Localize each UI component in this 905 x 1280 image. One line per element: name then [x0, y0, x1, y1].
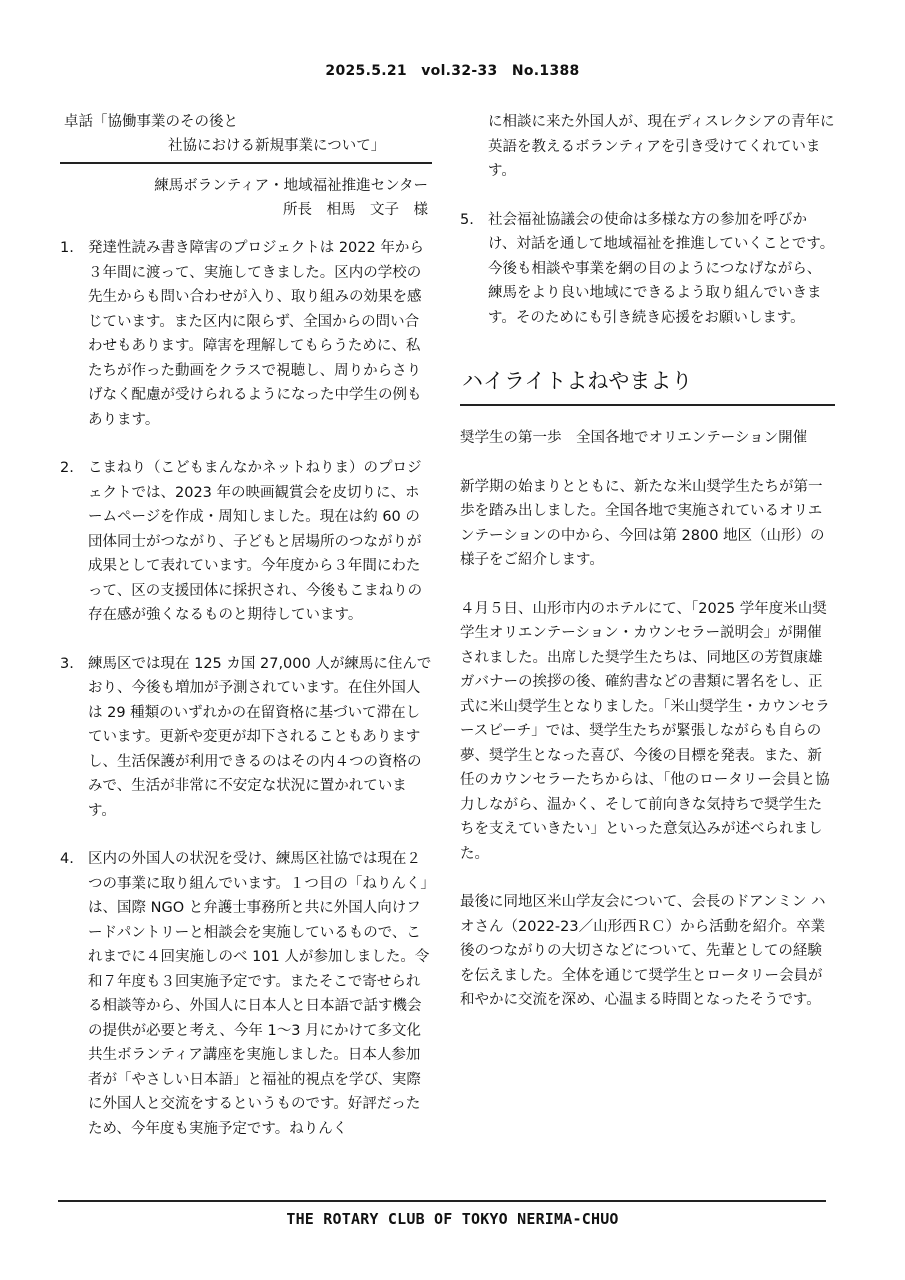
right-column [460, 110, 835, 1037]
title-divider [60, 162, 432, 164]
list-item-4 [60, 847, 432, 1141]
highlight-paragraph: ４月５日、山形市内のホテルにて、「2025 学年度米山奨学生オリエンテーション・カウンセラー説明会」が開催されました。出席した奨学生たちは、同地区の芳賀康雄ガバナーの挨拶の後、確約書などの書類に署名をし、正式に米山奨学生となりました。「米山奨学生・カウンセラースピーチ」では、奨学生たちが緊張しながらも自らの夢、奨学生となった喜び、今後の目標を発表。また、新任のカウンセラーたちからは、「他のロータリー会員と協力しながら、温かく、そして前向きな気持ちで奨学生たちを支えていきたい」といった意気込みが述べられました。 [460, 600, 830, 862]
item-text: 練馬区では現在 125 カ国 27,000 人が練馬に住んでおり、今後も増加が予測されています。在住外国人は 29 種類のいずれかの在留資格に基づいて滞在しています。更新や変更が却下されることもありますし、生活保護が利用できるのはその内４つの資格のみで、生活が非常に不安定な状況に置かれています。 [88, 655, 432, 819]
item-text: に相談に来た外国人が、現在ディスレクシアの青年に英語を教えるボランティアを引き受けてくれています。 [488, 114, 835, 179]
list-item-2 [60, 456, 432, 628]
list-item-3 [60, 652, 432, 824]
article-title-line2: 社協における新規事業について」 [168, 138, 386, 154]
item-number: 4. [60, 851, 74, 867]
footer-divider [58, 1200, 826, 1202]
item-text: 社会福祉協議会の使命は多様な方の参加を呼びかけ、対話を通して地域福祉を推進していくことです。今後も相談や事業を網の目のようにつなげながら、練馬をより良い地域にできるよう取り組んでいきます。そのためにも引き続き応援をお願いします。 [488, 211, 835, 326]
item-number: 1. [60, 240, 74, 256]
item-text: 区内の外国人の状況を受け、練馬区社協では現在２つの事業に取り組んでいます。１つ目の「ねりんく」は、国際 NGO と弁護士事務所と共に外国人向けフードパントリーと相談会を実施しているもので、これまでに４回実施しのべ 101 人が参加しました。令和７年度も３回実施予定です。またそこで寄せられる相談等から、外国人に日本人と日本語で話す機会の提供が必要と考え、今年 1～3 月にかけて多文化共生ボランティア講座を実施しました。日本人参加者が「やさしい日本語」と福祉的視点を学び、実際に外国人と交流をするというものです。好評だったため、今年度も実施予定です。ねりんく [88, 851, 430, 1137]
club-name-footer: THE ROTARY CLUB OF TOKYO NERIMA-CHUO [286, 1210, 619, 1228]
item-number: 5. [460, 211, 474, 228]
speaker-organization: 練馬ボランティア・地域福祉推進センター [154, 178, 428, 194]
item-number: 3. [60, 655, 74, 672]
item-text: 発達性読み書き障害のプロジェクトは 2022 年から３年間に渡って、実施してきました。区内の学校の先生からも問い合わせが入り、取り組みの効果を感じています。また区内に限らず、全国からの問い合わせもあります。障害を理解してもらうために、私たちが作った動画をクラスで視聴し、周りからさりげなく配慮が受けられるようになった中学生の例もあります。 [88, 240, 424, 428]
speaker-name: 所長 相馬 文子 様 [283, 202, 428, 218]
list-item-5 [460, 208, 835, 331]
article-title-line1: 卓話「協働事業のその後と [64, 114, 238, 130]
list-item-4-continued [460, 110, 835, 184]
item-text: こまねり（こどもまんなかネットねりま）のプロジェクトでは、2023 年の映画観賞会を皮切りに、ホームページを作成・周知しました。現在は約 60 の団体同士がつながり、子どもと居場所のつながりが成果として表れています。今年度から３年間にわたって、区の支援団体に採択され、今後もこまねりの存在感が強くなるものと期待しています。 [88, 460, 423, 623]
highlight-section-title: ハイライトよねやまより [462, 369, 693, 393]
list-item-1 [60, 236, 432, 432]
item-number: 2. [60, 460, 74, 476]
issue-header: 2025.5.21 vol.32-33 No.1388 [325, 63, 580, 79]
highlight-subtitle: 奨学生の第一歩 全国各地でオリエンテーション開催 [460, 430, 808, 446]
highlight-divider [460, 404, 835, 406]
left-column [60, 110, 432, 1165]
highlight-paragraph: 新学期の始まりとともに、新たな米山奨学生たちが第一歩を踏み出しました。全国各地で実施されているオリエンテーションの中から、今回は第 2800 地区（山形）の様子をご紹介します。 [460, 478, 825, 568]
highlight-paragraph: 最後に同地区米山学友会について、会長のドアンミン ハオさん（2022-23／山形西ＲＣ）から活動を紹介。卒業後のつながりの大切さなどについて、先輩としての経験を伝えました。全体を通じて奨学生とロータリー会員が和やかに交流を深め、心温まる時間となったそうです。 [460, 894, 826, 1008]
